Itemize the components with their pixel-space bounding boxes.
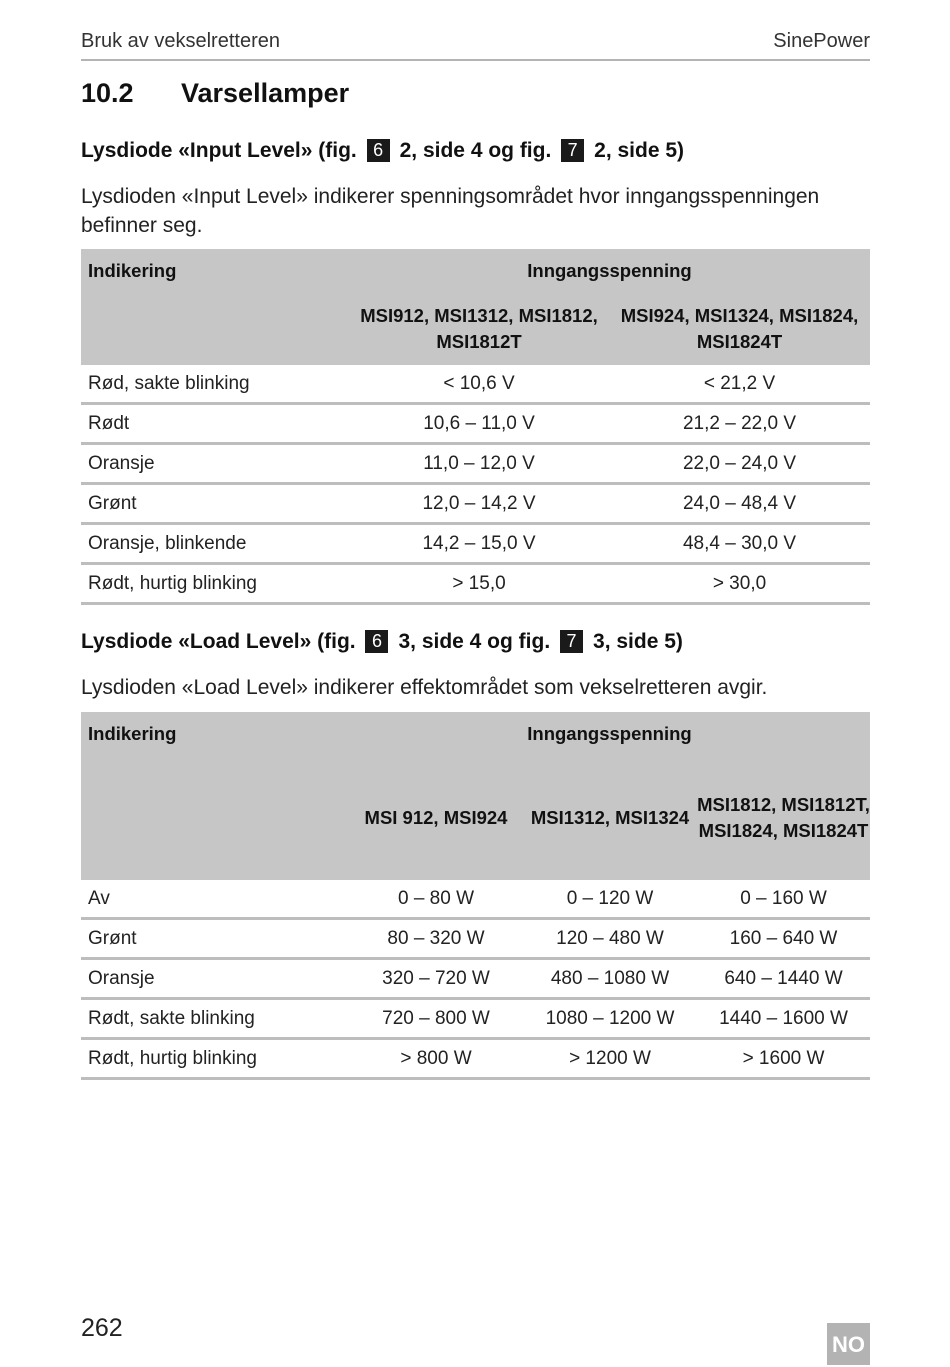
language-badge: NO (827, 1323, 870, 1365)
col-header-models-msi1312: MSI1312, MSI1324 (523, 756, 697, 880)
indication-cell: Grønt (81, 919, 349, 959)
figure-ref-badge: 7 (561, 139, 584, 162)
value-cell: 0 – 160 W (697, 880, 870, 919)
value-cell: > 1600 W (697, 1039, 870, 1079)
load-level-heading (81, 630, 683, 654)
value-cell: > 1200 W (523, 1039, 697, 1079)
input-heading-text-3: 2, side 5) (594, 139, 685, 162)
value-cell: 1440 – 1600 W (697, 999, 870, 1039)
indication-cell: Rød, sakte blinking (81, 365, 349, 404)
value-cell: < 10,6 V (349, 365, 609, 404)
section-title-text: Varsellamper (181, 78, 350, 108)
value-cell: 21,2 – 22,0 V (609, 404, 870, 444)
section-number: 10.2 (81, 78, 134, 108)
page-header (81, 28, 870, 61)
value-cell: 0 – 80 W (349, 880, 523, 919)
col-header-models-24v: MSI924, MSI1324, MSI1824, MSI1824T (609, 293, 870, 365)
value-cell: > 15,0 (349, 564, 609, 604)
indication-cell: Oransje, blinkende (81, 524, 349, 564)
value-cell: 80 – 320 W (349, 919, 523, 959)
value-cell: 1080 – 1200 W (523, 999, 697, 1039)
header-product: SinePower (773, 30, 870, 52)
col-header-indikering: Indikering (81, 249, 349, 293)
indication-cell: Oransje (81, 444, 349, 484)
value-cell: 10,6 – 11,0 V (349, 404, 609, 444)
value-cell: > 800 W (349, 1039, 523, 1079)
value-cell: 160 – 640 W (697, 919, 870, 959)
table-row (81, 880, 870, 919)
header-chapter: Bruk av vekselretteren (81, 30, 280, 52)
value-cell: 320 – 720 W (349, 959, 523, 999)
section-title (81, 78, 349, 109)
figure-ref-badge: 7 (560, 630, 583, 653)
value-cell: 12,0 – 14,2 V (349, 484, 609, 524)
col-header-models-msi912: MSI 912, MSI924 (349, 756, 523, 880)
indication-cell: Rødt (81, 404, 349, 444)
input-level-heading (81, 139, 684, 163)
table-row (81, 444, 870, 484)
table-row (81, 484, 870, 524)
value-cell: 480 – 1080 W (523, 959, 697, 999)
value-cell: 22,0 – 24,0 V (609, 444, 870, 484)
input-heading-text-2: 2, side 4 og fig. (399, 139, 552, 162)
figure-ref-badge: 6 (367, 139, 390, 162)
table-row (81, 919, 870, 959)
table-row (81, 999, 870, 1039)
table-row (81, 524, 870, 564)
input-level-table (81, 249, 870, 605)
indication-cell: Rødt, hurtig blinking (81, 1039, 349, 1079)
value-cell: 24,0 – 48,4 V (609, 484, 870, 524)
indication-cell: Oransje (81, 959, 349, 999)
col-header-group: Inngangsspenning (349, 712, 870, 756)
table-row (81, 365, 870, 404)
value-cell: > 30,0 (609, 564, 870, 604)
col-header-indikering: Indikering (81, 712, 349, 756)
indication-cell: Grønt (81, 484, 349, 524)
value-cell: 640 – 1440 W (697, 959, 870, 999)
load-heading-text-1: Lysdiode «Load Level» (fig. (81, 630, 356, 653)
indication-cell: Av (81, 880, 349, 919)
figure-ref-badge: 6 (365, 630, 388, 653)
table-row (81, 564, 870, 604)
value-cell: < 21,2 V (609, 365, 870, 404)
value-cell: 720 – 800 W (349, 999, 523, 1039)
value-cell: 120 – 480 W (523, 919, 697, 959)
table-row (81, 959, 870, 999)
value-cell: 48,4 – 30,0 V (609, 524, 870, 564)
col-header-models-msi1812: MSI1812, MSI1812T, MSI1824, MSI1824T (697, 756, 870, 880)
input-level-description: Lysdioden «Input Level» indikerer spenningsområdet hvor inngangsspenningen befinner seg. (81, 185, 820, 237)
load-level-table (81, 712, 870, 1080)
input-heading-text-1: Lysdiode «Input Level» (fig. (81, 139, 357, 162)
load-heading-text-2: 3, side 4 og fig. (398, 630, 551, 653)
page-number: 262 (81, 1314, 123, 1342)
table-row (81, 404, 870, 444)
load-heading-text-3: 3, side 5) (593, 630, 683, 653)
col-header-group: Inngangsspenning (349, 249, 870, 293)
table-row (81, 1039, 870, 1079)
value-cell: 0 – 120 W (523, 880, 697, 919)
col-header-models-12v: MSI912, MSI1312, MSI1812, MSI1812T (349, 293, 609, 365)
indication-cell: Rødt, sakte blinking (81, 999, 349, 1039)
indication-cell: Rødt, hurtig blinking (81, 564, 349, 604)
value-cell: 11,0 – 12,0 V (349, 444, 609, 484)
load-level-description: Lysdioden «Load Level» indikerer effektområdet som vekselretteren avgir. (81, 676, 768, 699)
value-cell: 14,2 – 15,0 V (349, 524, 609, 564)
